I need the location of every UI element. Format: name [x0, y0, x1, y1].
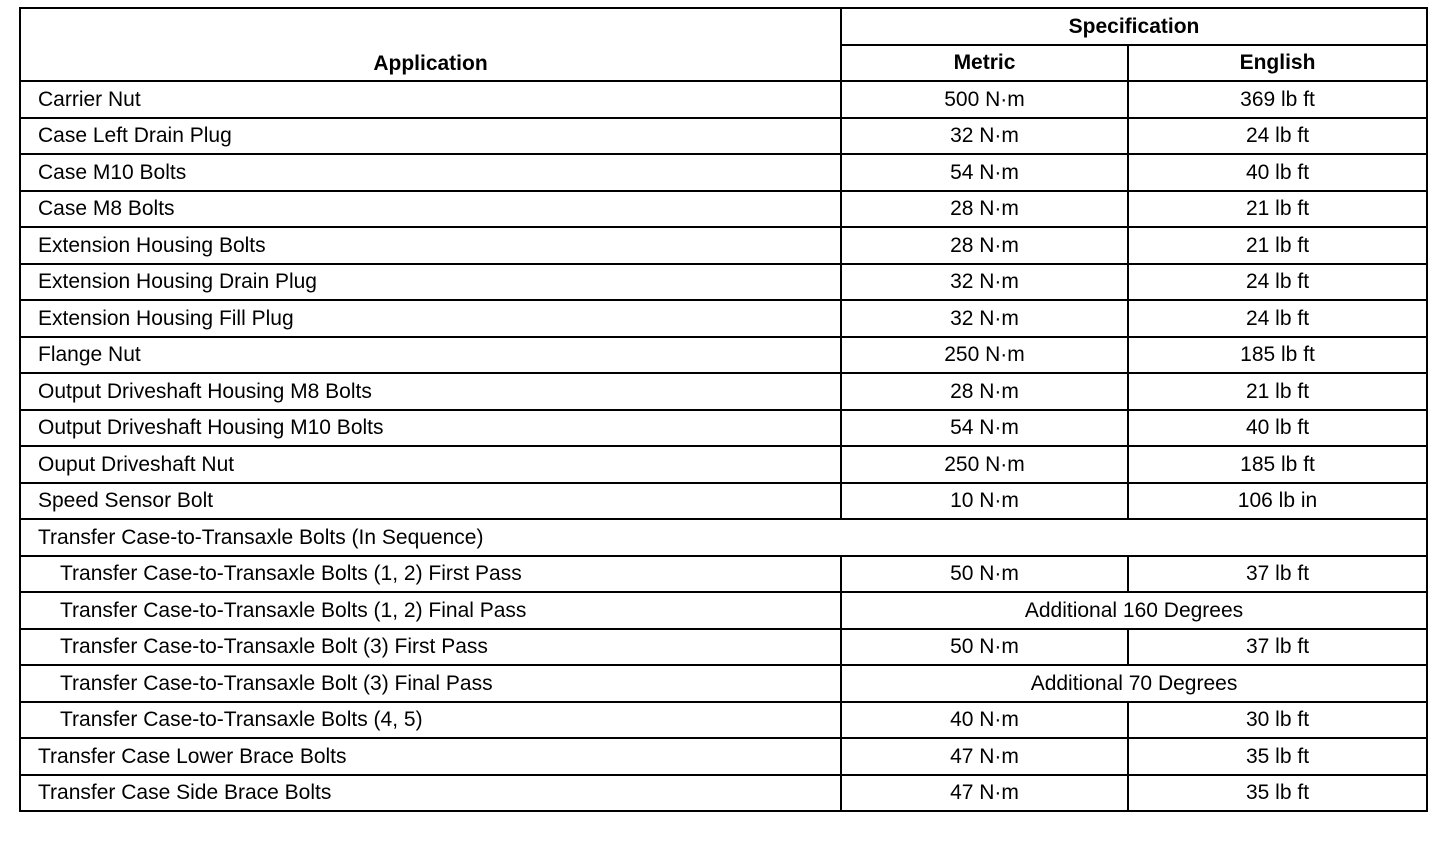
english-cell: 35 lb ft	[1128, 738, 1427, 775]
header-row-top	[20, 8, 1427, 45]
torque-spec-table	[19, 7, 1428, 812]
metric-cell: 500 N·m	[841, 81, 1128, 118]
english-cell: 369 lb ft	[1128, 81, 1427, 118]
metric-cell: 32 N·m	[841, 118, 1128, 155]
application-cell: Extension Housing Fill Plug	[20, 300, 841, 337]
table-row	[20, 446, 1427, 483]
english-cell: 106 lb in	[1128, 483, 1427, 520]
table-row	[20, 775, 1427, 812]
english-cell: 37 lb ft	[1128, 629, 1427, 666]
table-row	[20, 629, 1427, 666]
application-cell: Extension Housing Drain Plug	[20, 264, 841, 301]
application-header: Application	[20, 8, 841, 81]
group-heading-row	[20, 519, 1427, 556]
table-row	[20, 118, 1427, 155]
table-row	[20, 191, 1427, 228]
table-row	[20, 410, 1427, 447]
metric-cell: 40 N·m	[841, 702, 1128, 739]
metric-cell: 50 N·m	[841, 629, 1128, 666]
english-cell: 185 lb ft	[1128, 446, 1427, 483]
application-cell: Flange Nut	[20, 337, 841, 374]
application-cell: Case M10 Bolts	[20, 154, 841, 191]
application-cell: Ouput Driveshaft Nut	[20, 446, 841, 483]
application-cell: Transfer Case-to-Transaxle Bolts (4, 5)	[20, 702, 841, 739]
english-cell: 21 lb ft	[1128, 191, 1427, 228]
application-cell: Output Driveshaft Housing M10 Bolts	[20, 410, 841, 447]
table-row	[20, 556, 1427, 593]
metric-header: Metric	[841, 45, 1128, 82]
application-cell: Transfer Case-to-Transaxle Bolt (3) Final Pass	[20, 665, 841, 702]
english-cell: 21 lb ft	[1128, 227, 1427, 264]
metric-cell: 47 N·m	[841, 775, 1128, 812]
table-row	[20, 373, 1427, 410]
table-row	[20, 702, 1427, 739]
table-row	[20, 300, 1427, 337]
application-cell: Transfer Case Lower Brace Bolts	[20, 738, 841, 775]
metric-cell: 50 N·m	[841, 556, 1128, 593]
metric-cell: 250 N·m	[841, 446, 1128, 483]
english-cell: 35 lb ft	[1128, 775, 1427, 812]
metric-cell: 54 N·m	[841, 154, 1128, 191]
metric-cell: 32 N·m	[841, 264, 1128, 301]
table-row	[20, 483, 1427, 520]
english-cell: 24 lb ft	[1128, 264, 1427, 301]
group-heading-cell: Transfer Case-to-Transaxle Bolts (In Sequence)	[20, 519, 1427, 556]
combined-spec-cell: Additional 70 Degrees	[841, 665, 1427, 702]
metric-cell: 250 N·m	[841, 337, 1128, 374]
metric-cell: 28 N·m	[841, 373, 1128, 410]
application-cell: Carrier Nut	[20, 81, 841, 118]
english-cell: 37 lb ft	[1128, 556, 1427, 593]
english-cell: 24 lb ft	[1128, 118, 1427, 155]
application-cell: Extension Housing Bolts	[20, 227, 841, 264]
metric-cell: 32 N·m	[841, 300, 1128, 337]
table-row	[20, 592, 1427, 629]
english-cell: 40 lb ft	[1128, 410, 1427, 447]
application-cell: Transfer Case-to-Transaxle Bolts (1, 2) First Pass	[20, 556, 841, 593]
english-cell: 24 lb ft	[1128, 300, 1427, 337]
table-row	[20, 154, 1427, 191]
metric-cell: 28 N·m	[841, 227, 1128, 264]
application-cell: Transfer Case-to-Transaxle Bolt (3) First Pass	[20, 629, 841, 666]
table-row	[20, 738, 1427, 775]
application-cell: Case Left Drain Plug	[20, 118, 841, 155]
metric-cell: 28 N·m	[841, 191, 1128, 228]
metric-cell: 10 N·m	[841, 483, 1128, 520]
english-cell: 30 lb ft	[1128, 702, 1427, 739]
english-cell: 185 lb ft	[1128, 337, 1427, 374]
table-row	[20, 227, 1427, 264]
english-cell: 40 lb ft	[1128, 154, 1427, 191]
english-cell: 21 lb ft	[1128, 373, 1427, 410]
application-cell: Transfer Case-to-Transaxle Bolts (1, 2) Final Pass	[20, 592, 841, 629]
table-row	[20, 665, 1427, 702]
specification-header: Specification	[841, 8, 1427, 45]
metric-cell: 54 N·m	[841, 410, 1128, 447]
application-cell: Output Driveshaft Housing M8 Bolts	[20, 373, 841, 410]
application-cell: Case M8 Bolts	[20, 191, 841, 228]
application-cell: Speed Sensor Bolt	[20, 483, 841, 520]
table-row	[20, 264, 1427, 301]
combined-spec-cell: Additional 160 Degrees	[841, 592, 1427, 629]
table-row	[20, 337, 1427, 374]
metric-cell: 47 N·m	[841, 738, 1128, 775]
english-header: English	[1128, 45, 1427, 82]
table-row	[20, 81, 1427, 118]
application-cell: Transfer Case Side Brace Bolts	[20, 775, 841, 812]
